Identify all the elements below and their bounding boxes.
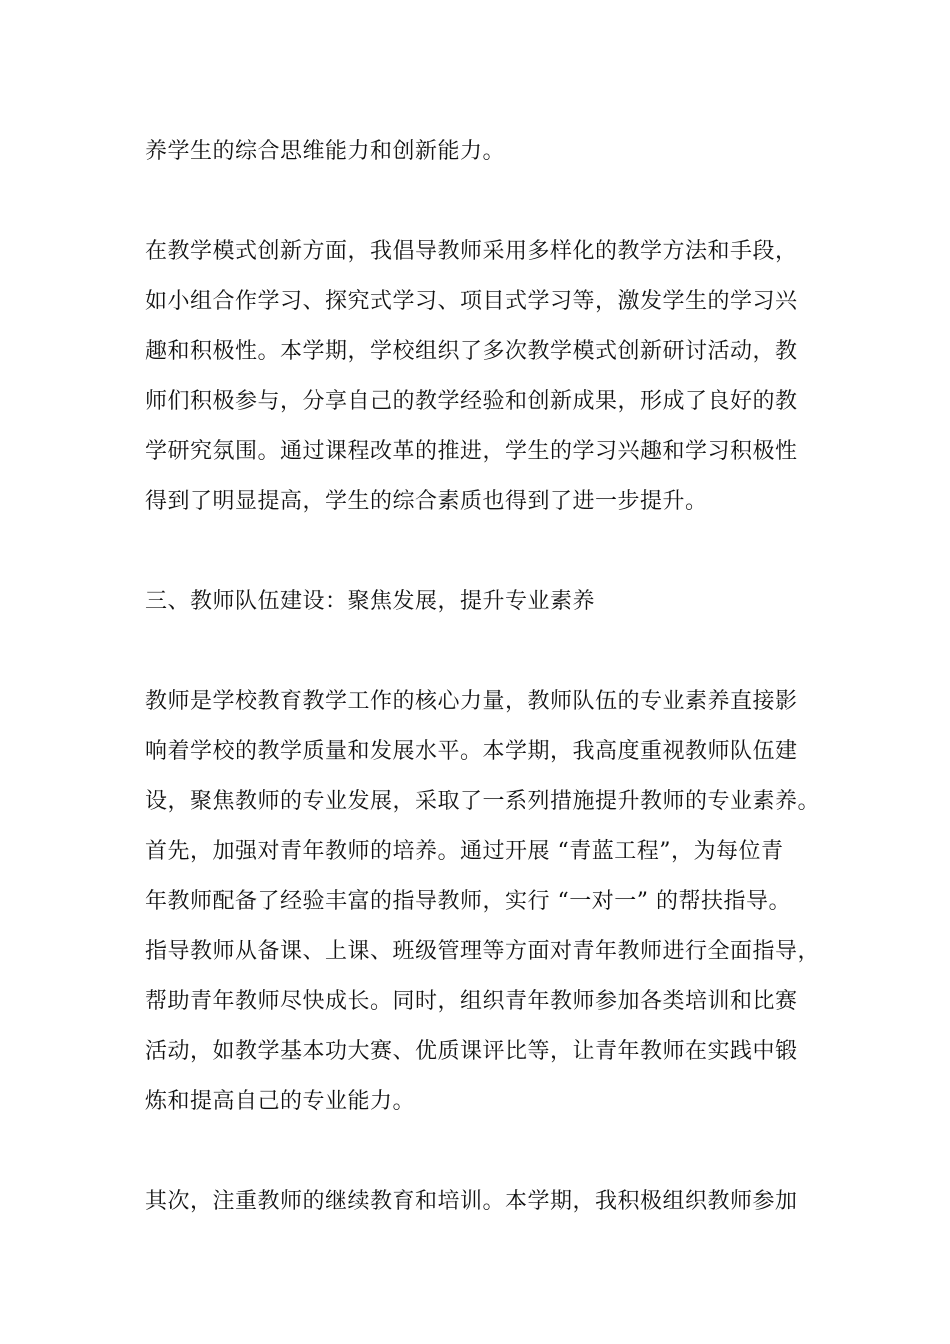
paragraph-line: 设，聚焦教师的专业发展，采取了一系列措施提升教师的专业素养。 [145, 789, 821, 814]
paragraph-line: 师们积极参与，分享自己的教学经验和创新成果，形成了良好的教 [145, 389, 798, 414]
paragraph-line: 指导教师从备课、上课、班级管理等方面对青年教师进行全面指导， [145, 939, 821, 964]
paragraph-line: 响着学校的教学质量和发展水平。本学期，我高度重视教师队伍建 [145, 739, 798, 764]
paragraph-line: 教师是学校教育教学工作的核心力量，教师队伍的专业素养直接影 [145, 689, 798, 714]
paragraph-line: 养学生的综合思维能力和创新能力。 [145, 139, 506, 164]
paragraph-line: 如小组合作学习、探究式学习、项目式学习等，激发学生的学习兴 [145, 289, 798, 314]
paragraph-line: 年教师配备了经验丰富的指导教师，实行 “一对一” 的帮扶指导。 [145, 889, 791, 914]
paragraph-line: 趣和积极性。本学期，学校组织了多次教学模式创新研讨活动，教 [145, 339, 798, 364]
paragraph-line: 帮助青年教师尽快成长。同时，组织青年教师参加各类培训和比赛 [145, 989, 798, 1014]
paragraph-line: 首先，加强对青年教师的培养。通过开展 “青蓝工程”，为每位青 [145, 839, 784, 864]
paragraph-line: 其次，注重教师的继续教育和培训。本学期，我积极组织教师参加 [145, 1189, 798, 1214]
paragraph-line: 炼和提高自己的专业能力。 [145, 1089, 416, 1114]
paragraph-line: 得到了明显提高，学生的综合素质也得到了进一步提升。 [145, 489, 708, 514]
section-heading: 三、教师队伍建设：聚焦发展，提升专业素养 [145, 589, 596, 614]
paragraph-line: 学研究氛围。通过课程改革的推进，学生的学习兴趣和学习积极性 [145, 439, 798, 464]
paragraph-line: 在教学模式创新方面，我倡导教师采用多样化的教学方法和手段， [145, 239, 798, 264]
paragraph-line: 活动，如教学基本功大赛、优质课评比等，让青年教师在实践中锻 [145, 1039, 798, 1064]
